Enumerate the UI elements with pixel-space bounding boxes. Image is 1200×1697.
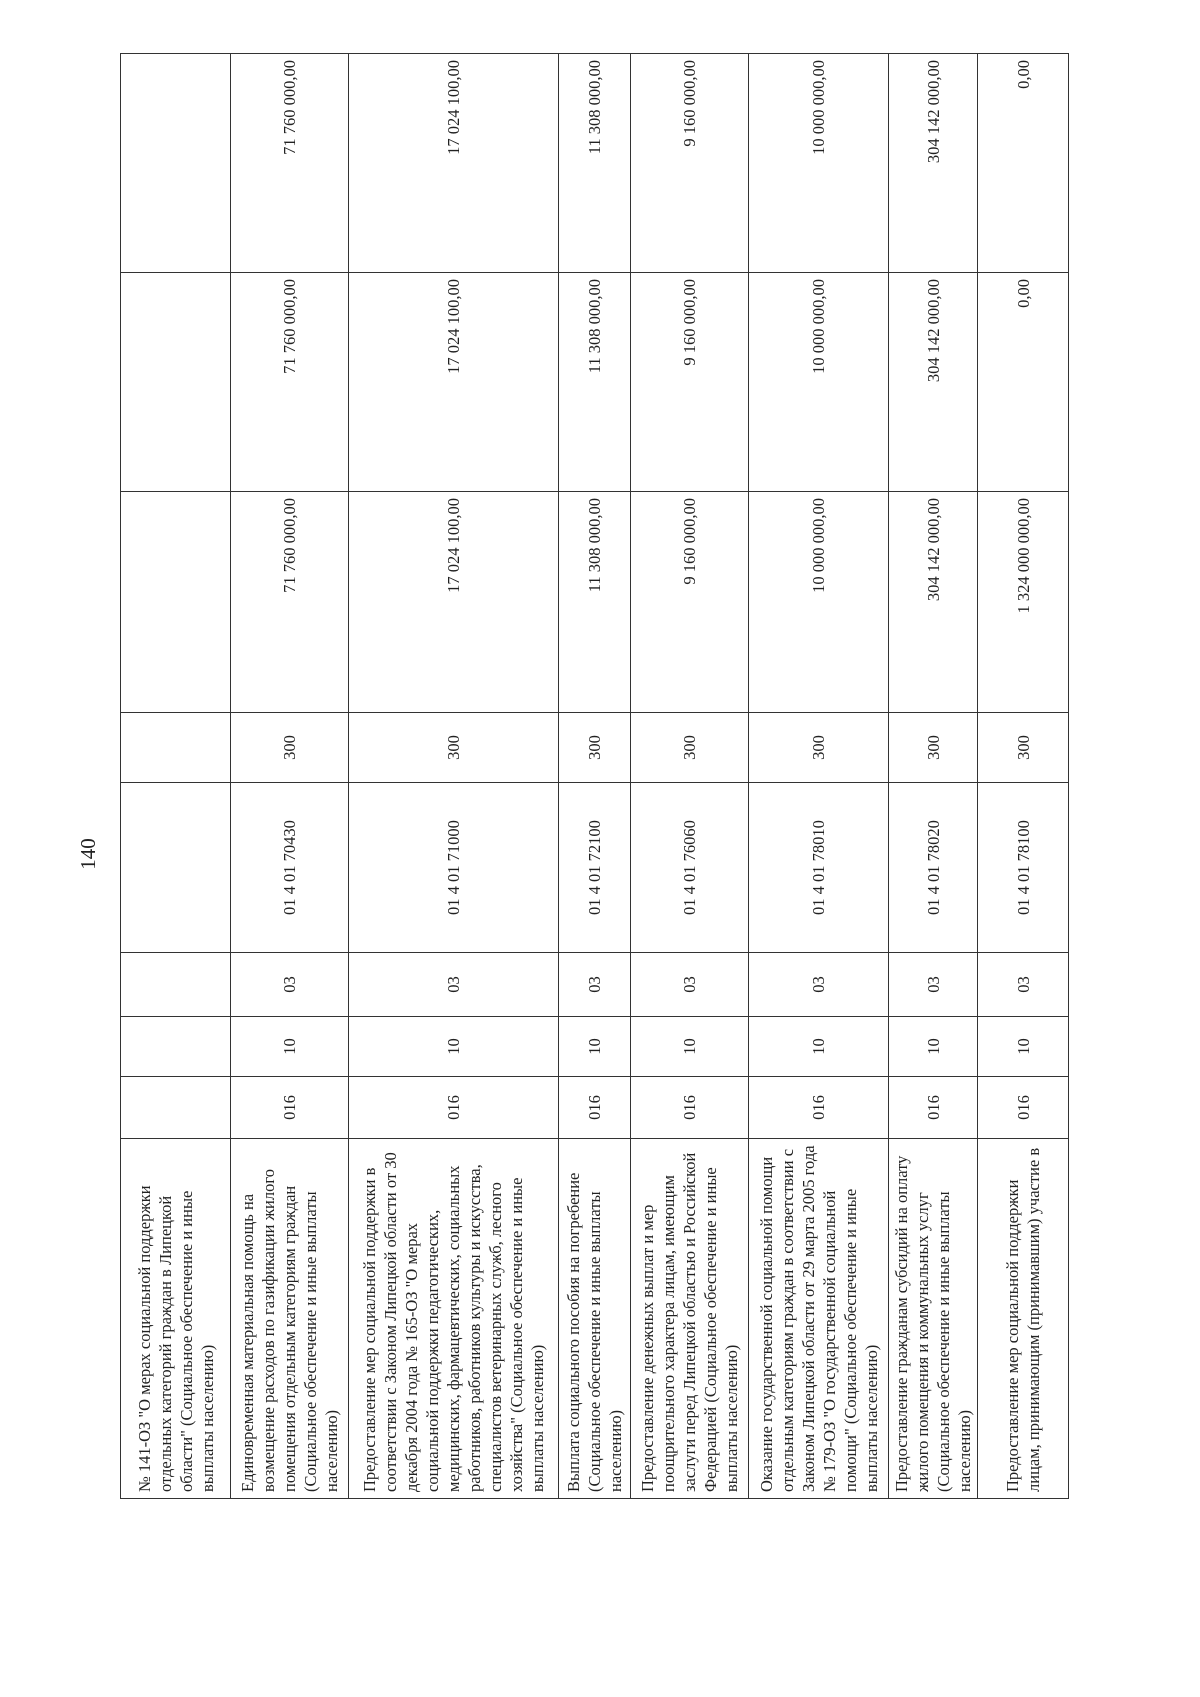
- row-subsection-code: 03: [559, 953, 631, 1017]
- row-amount-year-2: 9 160 000,00: [631, 273, 749, 492]
- row-section-code: 10: [749, 1017, 889, 1077]
- row-section-code: 10: [978, 1017, 1069, 1077]
- row-subsection-code: 03: [231, 953, 349, 1017]
- row-amount-year-2: 17 024 100,00: [349, 273, 559, 492]
- row-subsection-code: [121, 953, 231, 1017]
- row-amount-year-1: 11 308 000,00: [559, 492, 631, 713]
- row-amount-year-3: 71 760 000,00: [231, 54, 349, 273]
- row-amount-year-2: 10 000 000,00: [749, 273, 889, 492]
- row-subsection-code: 03: [631, 953, 749, 1017]
- row-subsection-code: 03: [749, 953, 889, 1017]
- row-section-code: 10: [559, 1017, 631, 1077]
- row-amount-year-2: [121, 273, 231, 492]
- budget-table: [120, 53, 1069, 1499]
- row-amount-year-1: 304 142 000,00: [889, 492, 978, 713]
- row-expense-type-code: 300: [749, 713, 889, 783]
- row-amount-year-3: 304 142 000,00: [889, 54, 978, 273]
- row-target-article-code: 01 4 01 78020: [889, 783, 978, 953]
- row-expense-type-code: [121, 713, 231, 783]
- row-description: Предоставление денежных выплат и мер поощрительного характера лицам, имеющим заслуги перед Липецкой областью и Российской Федерацией (Социальное обеспечение и иные выплаты населению): [631, 1139, 749, 1499]
- table-row: [231, 54, 349, 1499]
- table-row: [749, 54, 889, 1499]
- row-section-code: 10: [631, 1017, 749, 1077]
- row-target-article-code: 01 4 01 72100: [559, 783, 631, 953]
- row-description: Единовременная материальная помощь на возмещение расходов по газификации жилого помещения отдельным категориям граждан (Социальное обеспечение и иные выплаты населению): [231, 1139, 349, 1499]
- row-amount-year-1: 9 160 000,00: [631, 492, 749, 713]
- row-target-article-code: 01 4 01 70430: [231, 783, 349, 953]
- row-department-code: 016: [231, 1077, 349, 1139]
- row-amount-year-3: 10 000 000,00: [749, 54, 889, 273]
- row-amount-year-2: 0,00: [978, 273, 1069, 492]
- row-section-code: 10: [231, 1017, 349, 1077]
- row-amount-year-2: 304 142 000,00: [889, 273, 978, 492]
- row-expense-type-code: 300: [349, 713, 559, 783]
- row-amount-year-3: 17 024 100,00: [349, 54, 559, 273]
- row-amount-year-3: 0,00: [978, 54, 1069, 273]
- row-amount-year-3: [121, 54, 231, 273]
- row-description: № 141-ОЗ "О мерах социальной поддержки отдельных категорий граждан в Липецкой области" (Социальное обеспечение и иные выплаты населению): [121, 1139, 231, 1499]
- row-department-code: 016: [349, 1077, 559, 1139]
- row-amount-year-1: 1 324 000 000,00: [978, 492, 1069, 713]
- row-expense-type-code: 300: [559, 713, 631, 783]
- row-amount-year-1: 17 024 100,00: [349, 492, 559, 713]
- row-amount-year-3: 9 160 000,00: [631, 54, 749, 273]
- row-target-article-code: 01 4 01 71000: [349, 783, 559, 953]
- row-amount-year-1: 10 000 000,00: [749, 492, 889, 713]
- row-section-code: 10: [349, 1017, 559, 1077]
- row-expense-type-code: 300: [631, 713, 749, 783]
- row-amount-year-1: 71 760 000,00: [231, 492, 349, 713]
- row-section-code: 10: [889, 1017, 978, 1077]
- row-amount-year-3: 11 308 000,00: [559, 54, 631, 273]
- row-expense-type-code: 300: [889, 713, 978, 783]
- row-expense-type-code: 300: [231, 713, 349, 783]
- table-row: [889, 54, 978, 1499]
- budget-table-frame: [120, 54, 1065, 1499]
- row-department-code: 016: [631, 1077, 749, 1139]
- row-description: Оказание государственной социальной помощи отдельным категориям граждан в соответствии с Законом Липецкой области от 29 марта 2005 года № 179-ОЗ "О государственной социальной помощи" (Социальное обеспечение и иные выплаты населению): [749, 1139, 889, 1499]
- table-row: [121, 54, 231, 1499]
- table-row: [349, 54, 559, 1499]
- row-subsection-code: 03: [889, 953, 978, 1017]
- row-subsection-code: 03: [978, 953, 1069, 1017]
- row-target-article-code: 01 4 01 76060: [631, 783, 749, 953]
- row-department-code: 016: [749, 1077, 889, 1139]
- row-department-code: 016: [978, 1077, 1069, 1139]
- row-target-article-code: 01 4 01 78100: [978, 783, 1069, 953]
- table-row: [559, 54, 631, 1499]
- row-description: Предоставление гражданам субсидий на оплату жилого помещения и коммунальных услуг (Социальное обеспечение и иные выплаты населению): [889, 1139, 978, 1499]
- row-target-article-code: [121, 783, 231, 953]
- row-expense-type-code: 300: [978, 713, 1069, 783]
- row-section-code: [121, 1017, 231, 1077]
- row-target-article-code: 01 4 01 78010: [749, 783, 889, 953]
- page-number: 140: [76, 838, 100, 870]
- row-amount-year-2: 11 308 000,00: [559, 273, 631, 492]
- row-description: Выплата социального пособия на погребение (Социальное обеспечение и иные выплаты населению): [559, 1139, 631, 1499]
- row-description: Предоставление мер социальной поддержки лицам, принимающим (принимавшим) участие в: [978, 1139, 1069, 1499]
- table-row: [631, 54, 749, 1499]
- row-subsection-code: 03: [349, 953, 559, 1017]
- row-description: Предоставление мер социальной поддержки в соответствии с Законом Липецкой области от 30 декабря 2004 года № 165-ОЗ "О мерах социальной поддержки педагогических, медицинских, фармацевтических, социальных работников, работников культуры и искусства, специалистов ветеринарных служб, лесного хозяйства" (Социальное обеспечение и иные выплаты населению): [349, 1139, 559, 1499]
- row-amount-year-2: 71 760 000,00: [231, 273, 349, 492]
- row-amount-year-1: [121, 492, 231, 713]
- row-department-code: 016: [559, 1077, 631, 1139]
- row-department-code: [121, 1077, 231, 1139]
- row-department-code: 016: [889, 1077, 978, 1139]
- table-row: [978, 54, 1069, 1499]
